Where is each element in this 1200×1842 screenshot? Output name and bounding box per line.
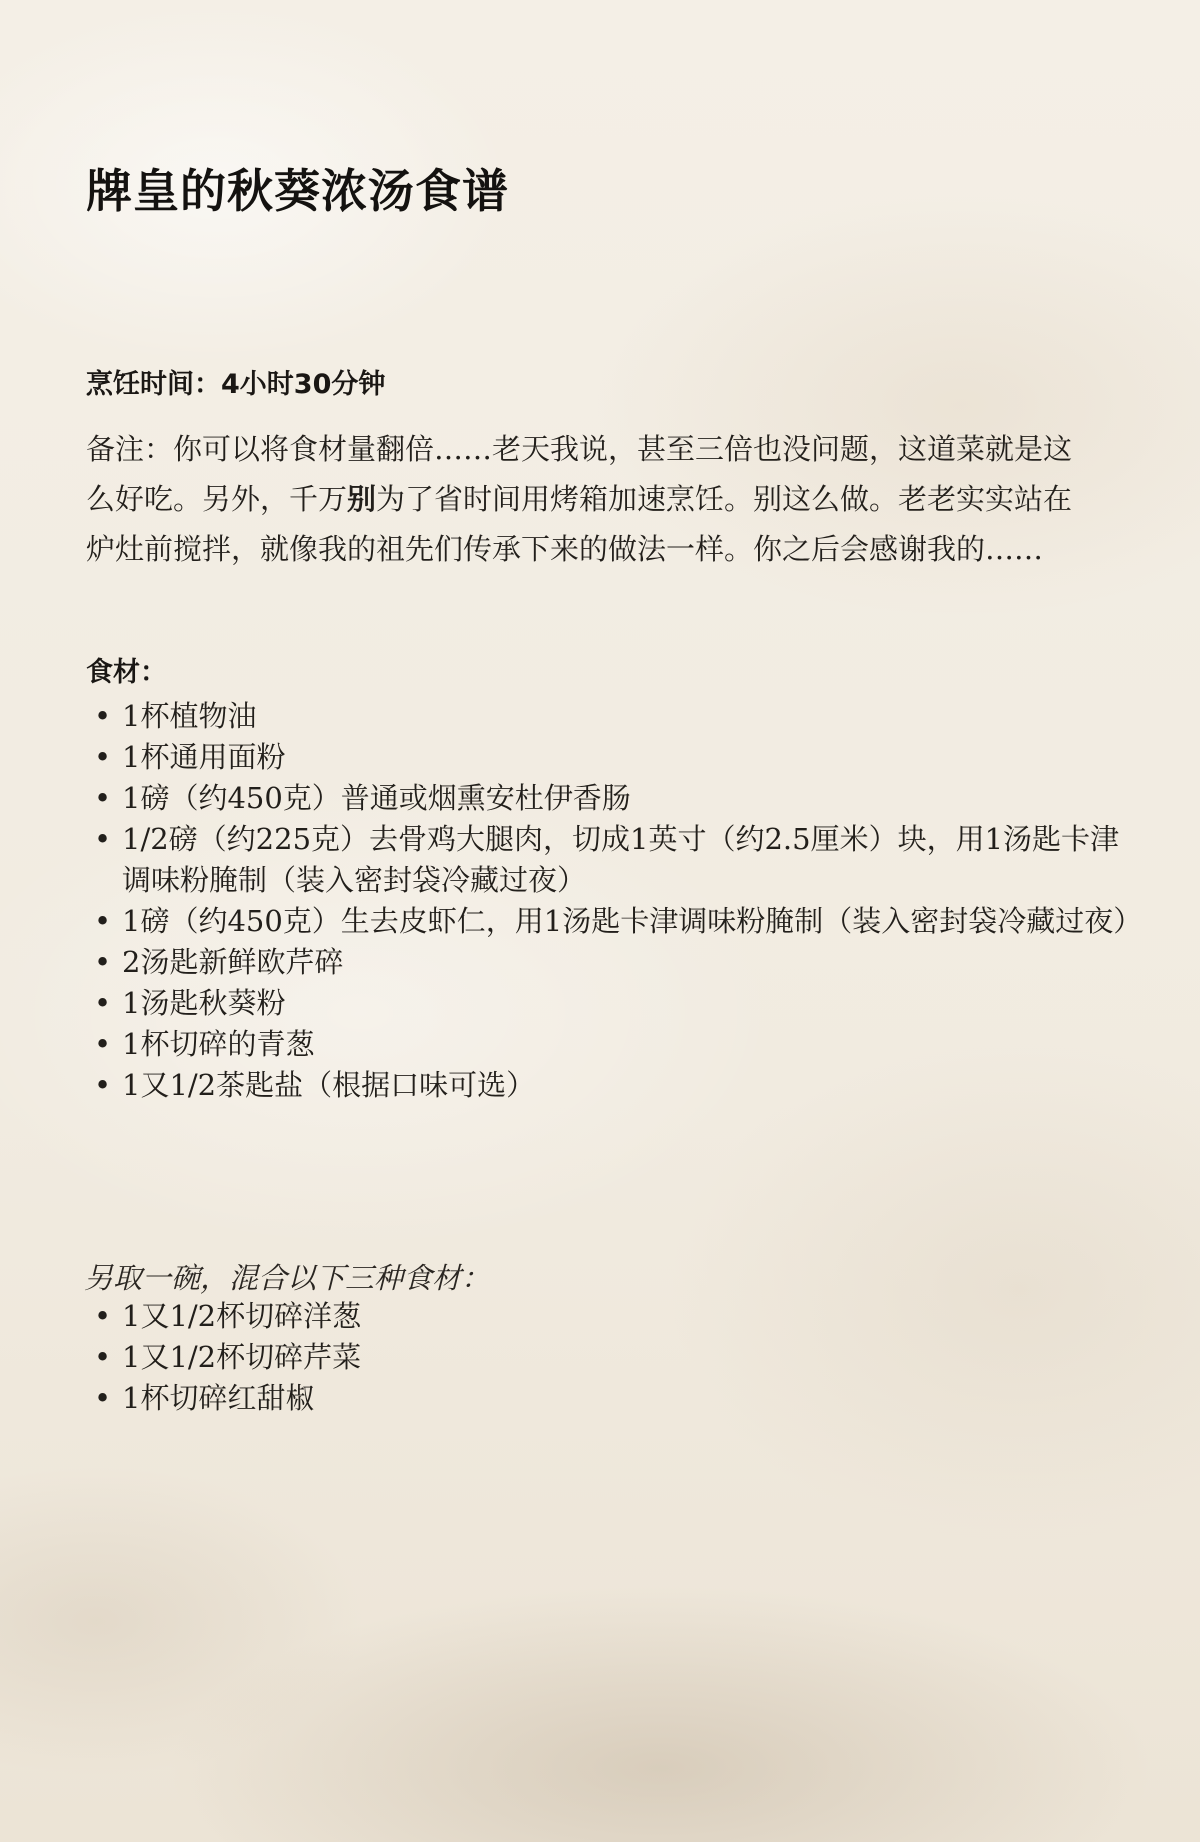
ingredient-text: 2汤匙新鲜欧芹碎 [122, 945, 344, 979]
bullet-icon: • [94, 822, 112, 856]
mix-item [90, 1296, 1130, 1337]
bullet-icon: • [94, 781, 112, 815]
ingredient-item [90, 819, 1130, 901]
ingredient-text: 1磅（约450克）生去皮虾仁，用1汤匙卡津调味粉腌制（装入密封袋冷藏过夜） [122, 904, 1143, 938]
ingredients-list [90, 696, 1143, 1106]
note-emphasis: 别 [347, 482, 377, 516]
ingredient-text: 1杯植物油 [122, 699, 257, 733]
ingredient-item [90, 1024, 1130, 1065]
mix-intro: 另取一碗，混合以下三种食材： [84, 1261, 491, 1295]
ingredient-item [90, 778, 1130, 819]
ingredient-text: 1又1/2茶匙盐（根据口味可选） [122, 1068, 536, 1102]
mix-item [90, 1378, 1130, 1419]
mix-item [90, 1337, 1130, 1378]
note-text-2: 为了省时间用烤箱加速烹饪。别这么做。老老实实站在炉灶前搅拌，就像我的祖先们传承下来的做法一样。你之后会感谢我的…… [86, 482, 1073, 566]
mix-item-text: 1又1/2杯切碎芹菜 [122, 1340, 362, 1374]
bullet-icon: • [94, 699, 112, 733]
bullet-icon: • [94, 1381, 112, 1415]
ingredient-text: 1杯切碎的青葱 [122, 1027, 315, 1061]
note-text-1: 备注：你可以将食材量翻倍……老天我说，甚至三倍也没问题，这道菜就是这么好吃。另外，千万 [86, 432, 1073, 516]
bullet-icon: • [94, 1068, 112, 1102]
ingredients-label: 食材： [86, 657, 167, 688]
recipe-title: 牌皇的秋葵浓汤食谱 [86, 164, 509, 218]
bullet-icon: • [94, 986, 112, 1020]
bullet-icon: • [94, 945, 112, 979]
recipe-note [86, 424, 1096, 574]
mix-item-text: 1杯切碎红甜椒 [122, 1381, 315, 1415]
ingredient-text: 1/2磅（约225克）去骨鸡大腿肉，切成1英寸（约2.5厘米）块，用1汤匙卡津调味粉腌制（装入密封袋冷藏过夜） [122, 822, 1120, 897]
cook-time: 烹饪时间：4小时30分钟 [86, 369, 386, 400]
ingredient-item [90, 696, 1130, 737]
ingredient-text: 1杯通用面粉 [122, 740, 286, 774]
mix-item-text: 1又1/2杯切碎洋葱 [122, 1299, 362, 1333]
ingredient-item [90, 983, 1130, 1024]
ingredient-text: 1汤匙秋葵粉 [122, 986, 286, 1020]
ingredient-text: 1磅（约450克）普通或烟熏安杜伊香肠 [122, 781, 631, 815]
mix-list [90, 1296, 1130, 1419]
ingredient-item [90, 942, 1130, 983]
bullet-icon: • [94, 1340, 112, 1374]
bullet-icon: • [94, 1299, 112, 1333]
ingredient-item [90, 1065, 1130, 1106]
ingredient-item [90, 737, 1130, 778]
ingredient-item [90, 901, 1143, 942]
bullet-icon: • [94, 1027, 112, 1061]
bullet-icon: • [94, 740, 112, 774]
bullet-icon: • [94, 904, 112, 938]
